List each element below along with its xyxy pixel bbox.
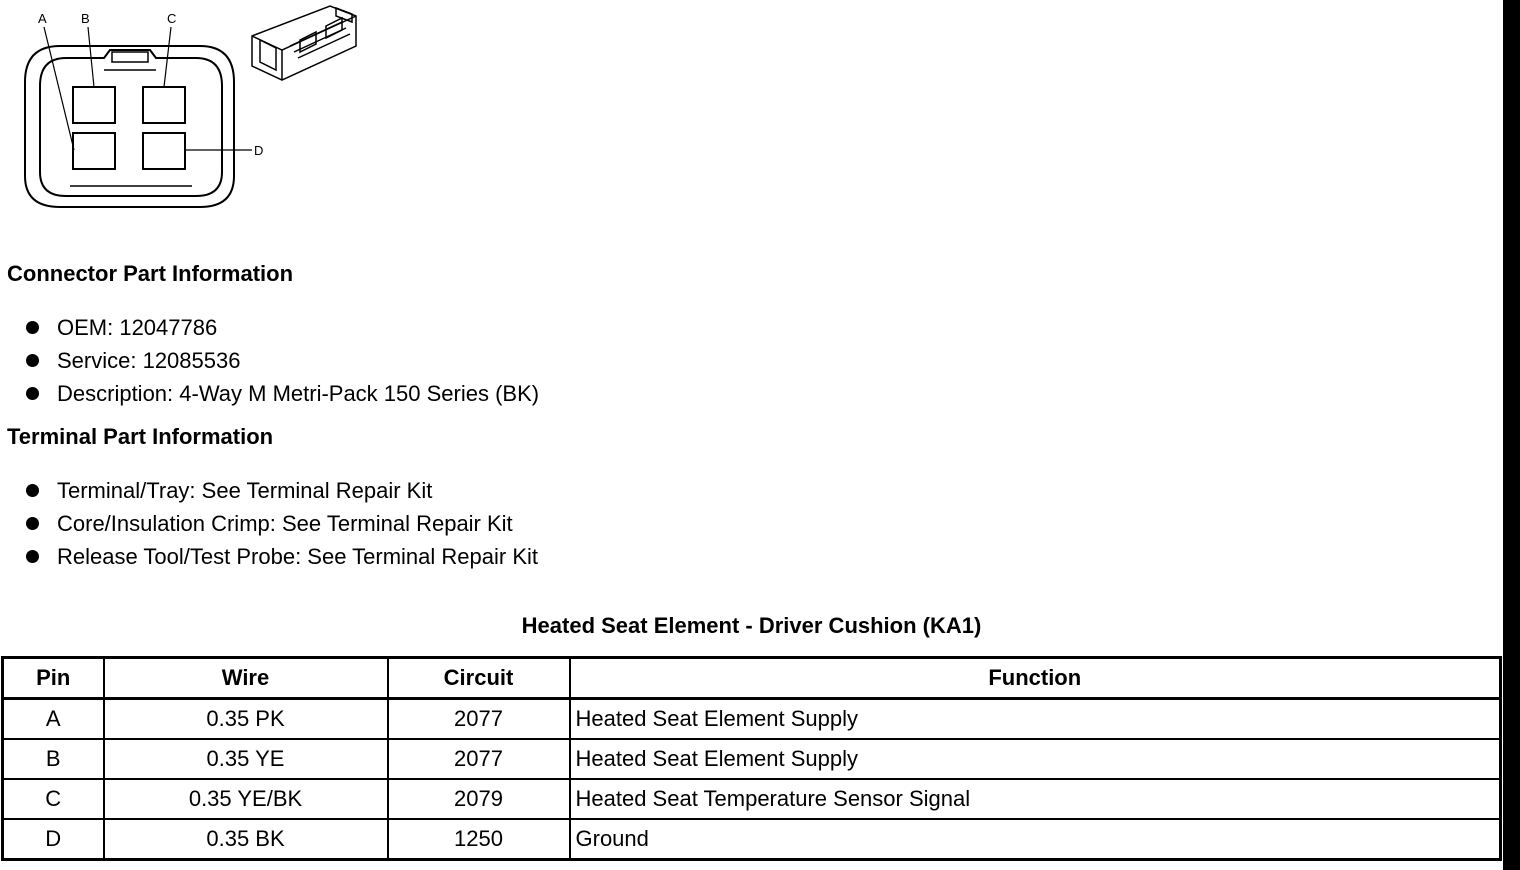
list-item (24, 311, 539, 344)
bullet-icon (26, 484, 39, 497)
cell-pin: D (3, 819, 104, 860)
connector-part-info-list (24, 311, 539, 410)
pin-table-title: Heated Seat Element - Driver Cushion (KA1) (521, 613, 982, 638)
pin-table (1, 656, 1502, 861)
bullet-icon (26, 517, 39, 530)
connector-diagram (0, 0, 370, 215)
bullet-icon (26, 387, 39, 400)
cavity-a (73, 133, 115, 169)
connector-part-info-heading: Connector Part Information (7, 261, 294, 286)
oem-part-text: OEM: 12047786 (57, 315, 218, 340)
cell-function: Heated Seat Element Supply (570, 739, 1501, 779)
table-row (3, 779, 1501, 819)
cell-pin: C (3, 779, 104, 819)
cell-pin: A (3, 699, 104, 740)
list-item (24, 344, 539, 377)
list-item (24, 507, 538, 540)
connector-isometric-icon (252, 6, 356, 80)
pin-label-c: C (167, 11, 177, 26)
bullet-icon (26, 354, 39, 367)
right-edge-bar (1503, 0, 1520, 870)
cell-circuit: 1250 (388, 819, 570, 860)
cell-circuit: 2077 (388, 699, 570, 740)
table-row (3, 819, 1501, 860)
cell-function: Heated Seat Temperature Sensor Signal (570, 779, 1501, 819)
table-row (3, 739, 1501, 779)
cell-wire: 0.35 BK (104, 819, 388, 860)
pin-label-b: B (81, 11, 90, 26)
list-item (24, 377, 539, 410)
terminal-part-info-heading: Terminal Part Information (7, 424, 274, 449)
header-function: Function (570, 658, 1501, 699)
crimp-text: Core/Insulation Crimp: See Terminal Repair Kit (57, 511, 513, 536)
cell-function: Ground (570, 819, 1501, 860)
list-item (24, 540, 538, 573)
table-header-row (3, 658, 1501, 699)
connector-latch (112, 52, 148, 62)
bullet-icon (26, 321, 39, 334)
list-item (24, 474, 538, 507)
description-text: Description: 4-Way M Metri-Pack 150 Series (BK) (57, 381, 540, 406)
terminal-tray-text: Terminal/Tray: See Terminal Repair Kit (57, 478, 433, 503)
service-part-text: Service: 12085536 (57, 348, 241, 373)
cell-function: Heated Seat Element Supply (570, 699, 1501, 740)
header-circuit: Circuit (388, 658, 570, 699)
cell-pin: B (3, 739, 104, 779)
cell-circuit: 2077 (388, 739, 570, 779)
cavity-b (73, 87, 115, 123)
bullet-icon (26, 550, 39, 563)
header-pin: Pin (3, 658, 104, 699)
table-row (3, 699, 1501, 740)
cavity-d (143, 133, 185, 169)
cell-circuit: 2079 (388, 779, 570, 819)
cavity-c (143, 87, 185, 123)
header-wire: Wire (104, 658, 388, 699)
cell-wire: 0.35 YE/BK (104, 779, 388, 819)
cell-wire: 0.35 YE (104, 739, 388, 779)
terminal-part-info-list (24, 474, 538, 573)
cell-wire: 0.35 PK (104, 699, 388, 740)
pin-label-a: A (38, 11, 47, 26)
pin-label-d: D (254, 143, 264, 158)
release-tool-text: Release Tool/Test Probe: See Terminal Repair Kit (57, 544, 538, 569)
